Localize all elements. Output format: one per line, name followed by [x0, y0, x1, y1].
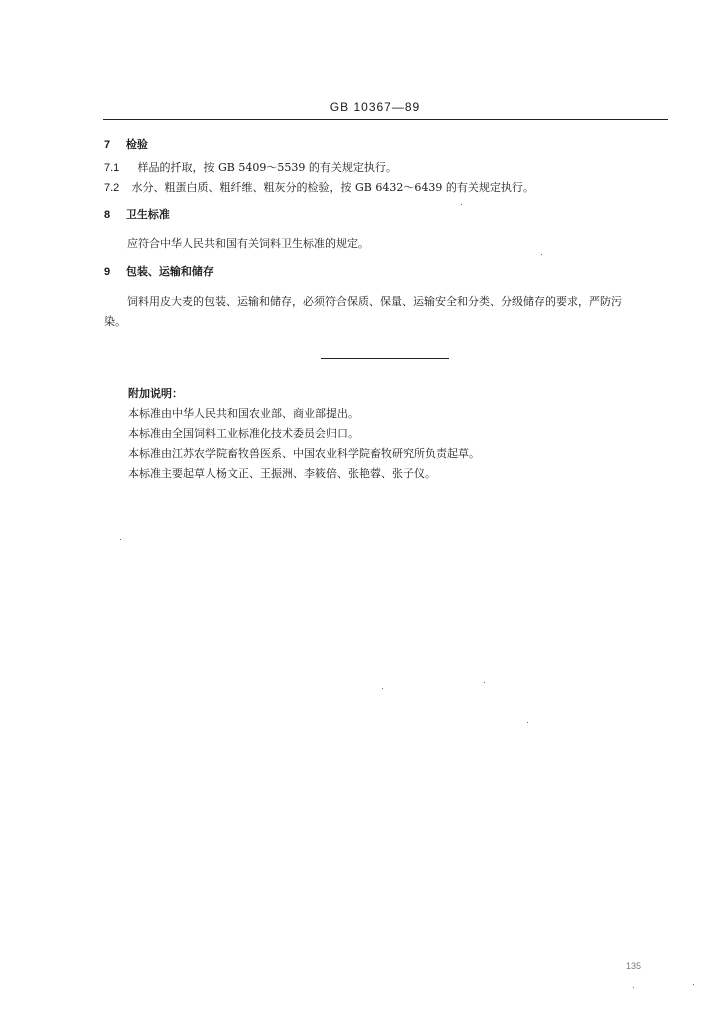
clause-7-2 — [104, 181, 534, 195]
additional-note-line: 本标准由江苏农学院畜牧兽医系、中国农业科学院畜牧研究所负责起草。 — [128, 447, 480, 460]
page-number: 135 — [626, 961, 642, 971]
additional-notes-title: 附加说明： — [128, 387, 183, 400]
scan-speck — [382, 688, 383, 689]
clause-7-1-number: 7.1 — [104, 162, 120, 174]
clause-7-1-text: 样品的扦取，按 GB 5409～5539 的有关规定执行。 — [137, 161, 397, 174]
section-9-title: 包装、运输和储存 — [125, 265, 214, 278]
standard-code: GB 10367—89 — [329, 100, 421, 114]
section-7-title: 检验 — [125, 138, 148, 151]
additional-note-line: 本标准由全国饲料工业标准化技术委员会归口。 — [128, 427, 359, 440]
scan-speck — [484, 682, 485, 683]
scan-speck — [120, 539, 121, 540]
scan-speck — [693, 984, 694, 985]
scan-speck — [527, 722, 528, 723]
scan-speck — [633, 987, 634, 988]
section-8-heading — [104, 208, 170, 222]
scan-speck — [461, 204, 462, 205]
section-7-number: 7 — [104, 139, 111, 151]
section-9-number: 9 — [104, 266, 111, 278]
clause-7-1 — [104, 161, 397, 175]
section-7-heading — [104, 138, 148, 152]
section-9-paragraph-line-2: 染。 — [104, 315, 126, 328]
clause-7-2-number: 7.2 — [104, 182, 120, 194]
header-rule — [103, 119, 668, 120]
section-9-heading — [104, 265, 214, 279]
section-8-title: 卫生标准 — [125, 208, 170, 221]
section-9-paragraph-line-1: 饲料用皮大麦的包装、运输和储存，必须符合保质、保量、运输安全和分类、分级储存的要求，严防污 — [127, 295, 622, 308]
separator-rule — [321, 358, 449, 359]
section-8-number: 8 — [104, 209, 111, 221]
additional-note-line: 本标准主要起草人杨文正、王振洲、李筱倍、张艳蓉、张子仪。 — [128, 467, 436, 480]
additional-note-line: 本标准由中华人民共和国农业部、商业部提出。 — [128, 407, 359, 420]
clause-7-2-text: 水分、粗蛋白质、粗纤维、粗灰分的检验，按 GB 6432～6439 的有关规定执行。 — [131, 181, 534, 194]
scan-speck — [541, 254, 542, 255]
section-8-paragraph: 应符合中华人民共和国有关饲料卫生标准的规定。 — [127, 237, 369, 250]
